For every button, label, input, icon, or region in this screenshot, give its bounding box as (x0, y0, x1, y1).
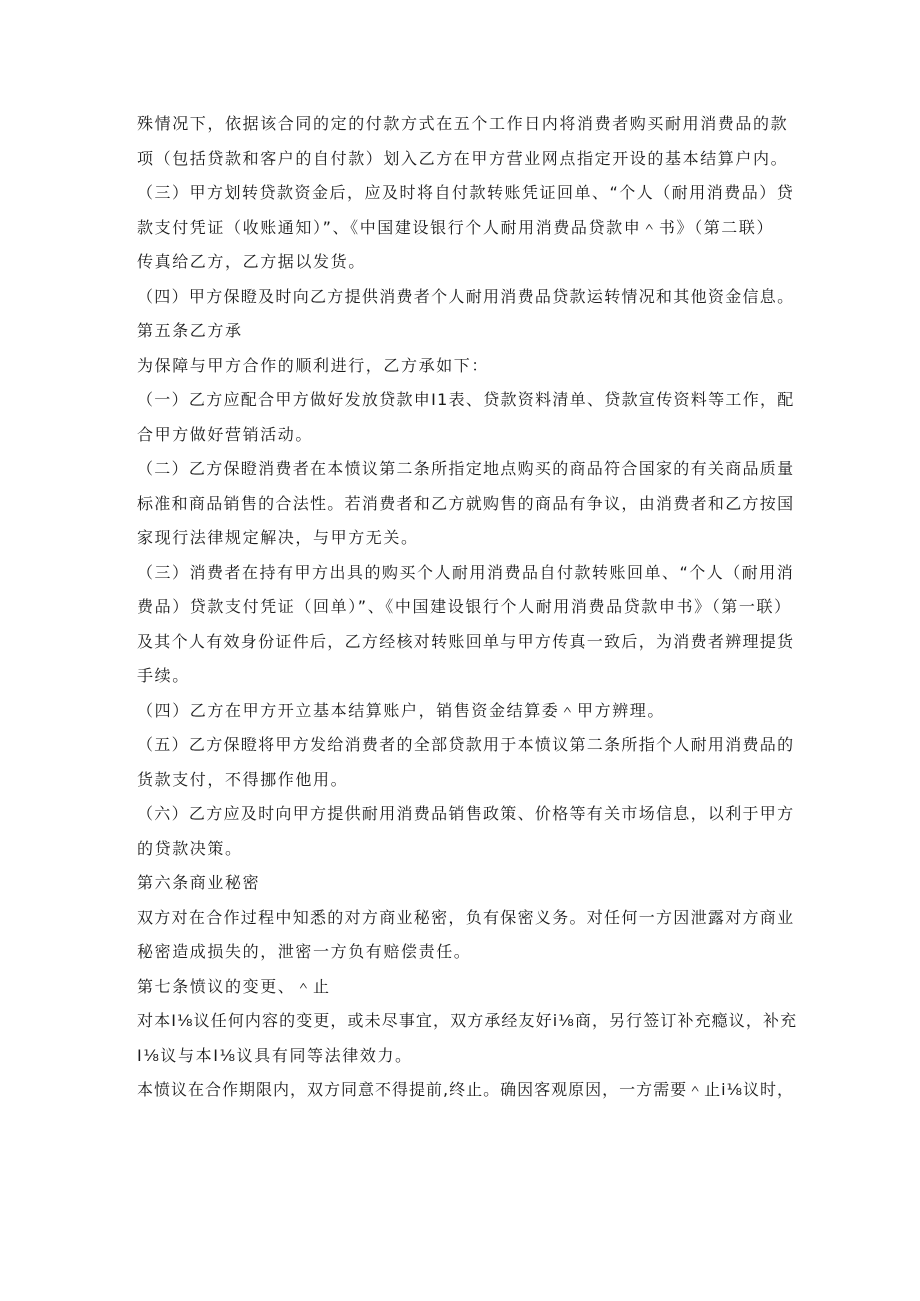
text-line: （五）乙方保瞪将甲方发给消费者的全部贷款用于本愤议第二条所指个人耐用消费品的 (137, 735, 795, 754)
text-line: 及其个人有效身份证件后，乙方经核对转账回单与甲方传真一致后，为消费者辨理提货 (137, 631, 795, 651)
text-line: 传真给乙方，乙方据以发货。 (137, 252, 366, 271)
text-line: （六）乙方应及时向甲方提供耐用消费品销售政策、价格等有关市场信息，以利于甲方 (137, 804, 795, 823)
text-line: 标准和商品销售的合法性。若消费者和乙方就购售的商品有争议，由消费者和乙方按国 (137, 493, 795, 513)
text-line: 项（包括贷款和客户的自付款）划入乙方在甲方营业网点指定开设的基本结算户内。 (137, 148, 789, 168)
section-heading-6: 第六条商业秘密 (137, 873, 261, 892)
text-line: 款支付凭证（收账通知）”、《中国建设银行个人耐用消费品贷款申＾书》（第二联） (137, 217, 775, 237)
text-line: （四）甲方保瞪及时向乙方提供消费者个人耐用消费品贷款运转情况和其他资金信息。 (137, 286, 795, 306)
text-line: 的贷款决策。 (137, 838, 243, 858)
section-heading-7: 第七条愤议的变更、＾止 (137, 976, 331, 996)
text-line: I⅛议与本I⅛议具有同等法律效力。 (137, 1045, 413, 1065)
text-line: （四）乙方在甲方开立基本结算账户，销售资金结算委＾甲方辨理。 (137, 700, 666, 720)
text-line: （三）甲方划转贷款资金后，应及时将自付款转账凭证回单、“个人（耐用消费品）贷 (137, 183, 795, 202)
text-line: 手续。 (137, 666, 190, 685)
text-line: （一）乙方应配合甲方做好发放贷款申I1表、贷款资料清单、贷款宣传资料等工作，配 (137, 390, 795, 409)
document-body (137, 113, 797, 1114)
text-line: 合甲方做好营销活动。 (137, 424, 314, 444)
text-line: 货款支付，不得挪作他用。 (137, 769, 349, 789)
text-line: 本愤议在合作期限内，双方同意不得提前,终止。确因客观原因，一方需要＾止i⅛议时， (137, 1080, 795, 1099)
text-line: 殊情况下，依据该合同的定的付款方式在五个工作日内将消费者购买耐用消费品的款 (137, 114, 789, 133)
text-line: 为保障与甲方合作的顺利进行，乙方承如下： (137, 355, 490, 375)
text-line: 双方对在合作过程中知悉的对方商业秘密，负有保密义务。对任何一方因泄露对方商业 (137, 907, 795, 927)
text-line: 秘密造成损失的，泄密一方负有赔偿责任。 (137, 942, 472, 961)
text-line: 对本I⅛议任何内容的变更，或未尽事宜，双方承经友好i⅛商，另行签订补充瘾议，补充 (137, 1011, 798, 1030)
text-line: 家现行法律规定解决，与甲方无关。 (137, 528, 419, 547)
section-heading-5: 第五条乙方承 (137, 321, 243, 340)
text-line: 费品）贷款支付凭证（回单）”、《中国建设银行个人耐用消费品贷款申书》（第一联） (137, 597, 792, 616)
text-line: （三）消费者在持有甲方出具的购买个人耐用消费品自付款转账回单、“个人（耐用消 (137, 562, 795, 582)
text-line: （二）乙方保瞪消费者在本愤议第二条所指定地点购买的商品符合国家的有关商品质量 (137, 459, 795, 478)
